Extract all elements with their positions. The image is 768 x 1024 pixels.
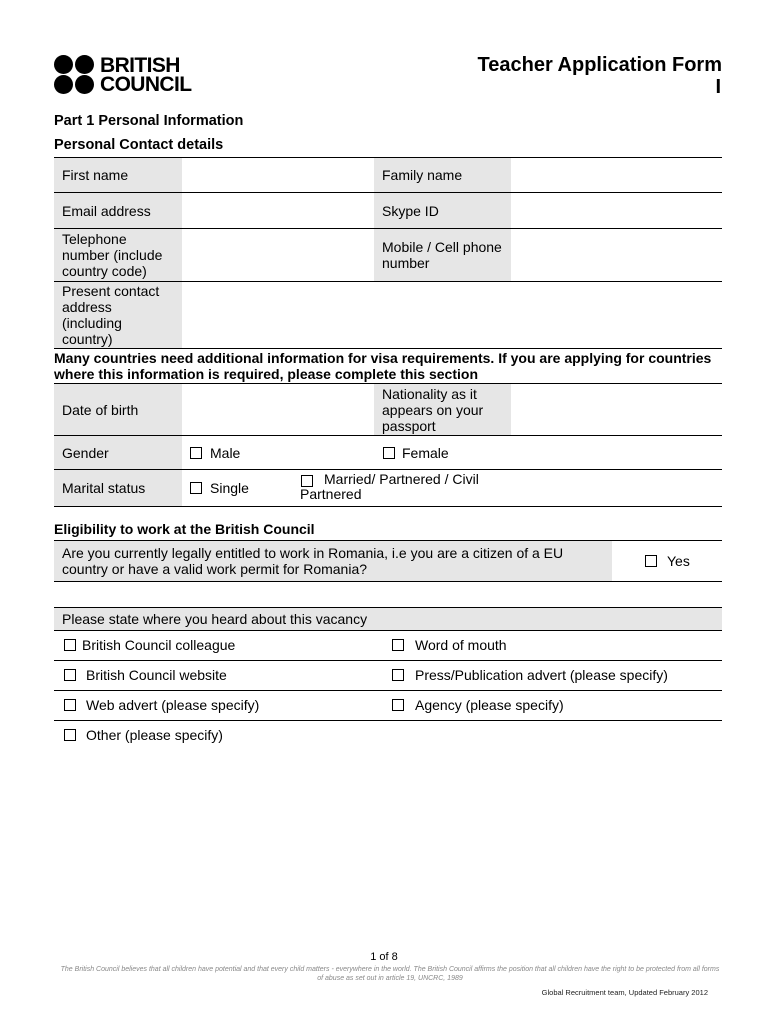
- british-council-logo: [54, 55, 194, 95]
- logo-word-british: BRITISH: [100, 54, 180, 77]
- option-agency-label: Agency (please specify): [415, 697, 564, 713]
- logo-dots-icon: [54, 55, 98, 95]
- option-other-checkbox[interactable]: [64, 729, 76, 741]
- family-name-label: Family name: [374, 158, 511, 192]
- married-option-label: Married/ Partnered / Civil Partnered: [300, 471, 479, 502]
- document-title: Teacher Application Form: [477, 54, 722, 76]
- contact-subheading: Personal Contact details: [54, 137, 224, 153]
- visa-notice: Many countries need additional information for visa requirements. If you are applying for countries where this information is required, please complete this section: [54, 350, 712, 382]
- document-title-mark: I: [715, 76, 721, 98]
- updated-note: Global Recruitment team, Updated February 2012: [541, 988, 708, 997]
- skype-field[interactable]: [511, 193, 722, 228]
- telephone-label: Telephone number (include country code): [54, 229, 182, 281]
- address-field[interactable]: [182, 282, 722, 348]
- family-name-field[interactable]: [511, 158, 722, 192]
- option-word-of-mouth-checkbox[interactable]: [392, 639, 404, 651]
- option-word-of-mouth-label: Word of mouth: [415, 637, 507, 653]
- nationality-label: Nationality as it appears on your passport: [374, 384, 511, 435]
- marital-status-label: Marital status: [54, 470, 182, 506]
- option-press-checkbox[interactable]: [392, 669, 404, 681]
- address-label: Present contact address (including country): [54, 282, 182, 348]
- eligibility-yes-label: Yes: [667, 553, 690, 569]
- option-web-advert-label: Web advert (please specify): [86, 697, 260, 713]
- gender-label: Gender: [54, 436, 182, 469]
- email-label: Email address: [54, 193, 182, 228]
- table-rule: [54, 506, 722, 507]
- table-rule: [54, 630, 722, 631]
- male-option-label: Male: [210, 445, 241, 461]
- page-number: 1 of 8: [370, 951, 398, 963]
- first-name-field[interactable]: [182, 158, 374, 192]
- female-checkbox[interactable]: [383, 447, 395, 459]
- dob-field[interactable]: [182, 384, 374, 435]
- mobile-field[interactable]: [511, 229, 722, 281]
- first-name-label: First name: [54, 158, 182, 192]
- vacancy-heading: Please state where you heard about this vacancy: [54, 608, 722, 630]
- option-website-checkbox[interactable]: [64, 669, 76, 681]
- telephone-field[interactable]: [182, 229, 374, 281]
- dob-label: Date of birth: [54, 384, 182, 435]
- table-rule: [54, 690, 722, 691]
- option-other-label: Other (please specify): [86, 727, 223, 743]
- option-web-advert-checkbox[interactable]: [64, 699, 76, 711]
- skype-label: Skype ID: [374, 193, 511, 228]
- safeguarding-note: The British Council believes that all children have potential and that every child matters - everywhere in the world. The British Council affirms the position that all children have the right to be protected from all forms of abuse as set out in article 19, UNCRC, 1989: [60, 966, 720, 982]
- table-rule: [54, 581, 722, 582]
- female-option-label: Female: [402, 445, 449, 461]
- eligibility-yes-checkbox[interactable]: [645, 555, 657, 567]
- table-rule: [54, 348, 722, 349]
- option-website-label: British Council website: [86, 667, 227, 683]
- eligibility-question: Are you currently legally entitled to work in Romania, i.e you are a citizen of a EU country or have a valid work permit for Romania?: [54, 541, 612, 581]
- option-agency-checkbox[interactable]: [392, 699, 404, 711]
- table-rule: [54, 720, 722, 721]
- single-option-label: Single: [210, 480, 249, 496]
- logo-word-council: COUNCIL: [100, 73, 192, 96]
- option-colleague-checkbox[interactable]: [64, 639, 76, 651]
- option-press-label: Press/Publication advert (please specify): [415, 667, 668, 683]
- email-field[interactable]: [182, 193, 374, 228]
- eligibility-heading: Eligibility to work at the British Council: [54, 521, 315, 537]
- option-colleague-label: British Council colleague: [82, 637, 236, 653]
- male-checkbox[interactable]: [190, 447, 202, 459]
- table-rule: [54, 660, 722, 661]
- part1-heading: Part 1 Personal Information: [54, 113, 244, 129]
- single-checkbox[interactable]: [190, 482, 202, 494]
- mobile-label: Mobile / Cell phone number: [374, 229, 511, 281]
- nationality-field[interactable]: [511, 384, 722, 435]
